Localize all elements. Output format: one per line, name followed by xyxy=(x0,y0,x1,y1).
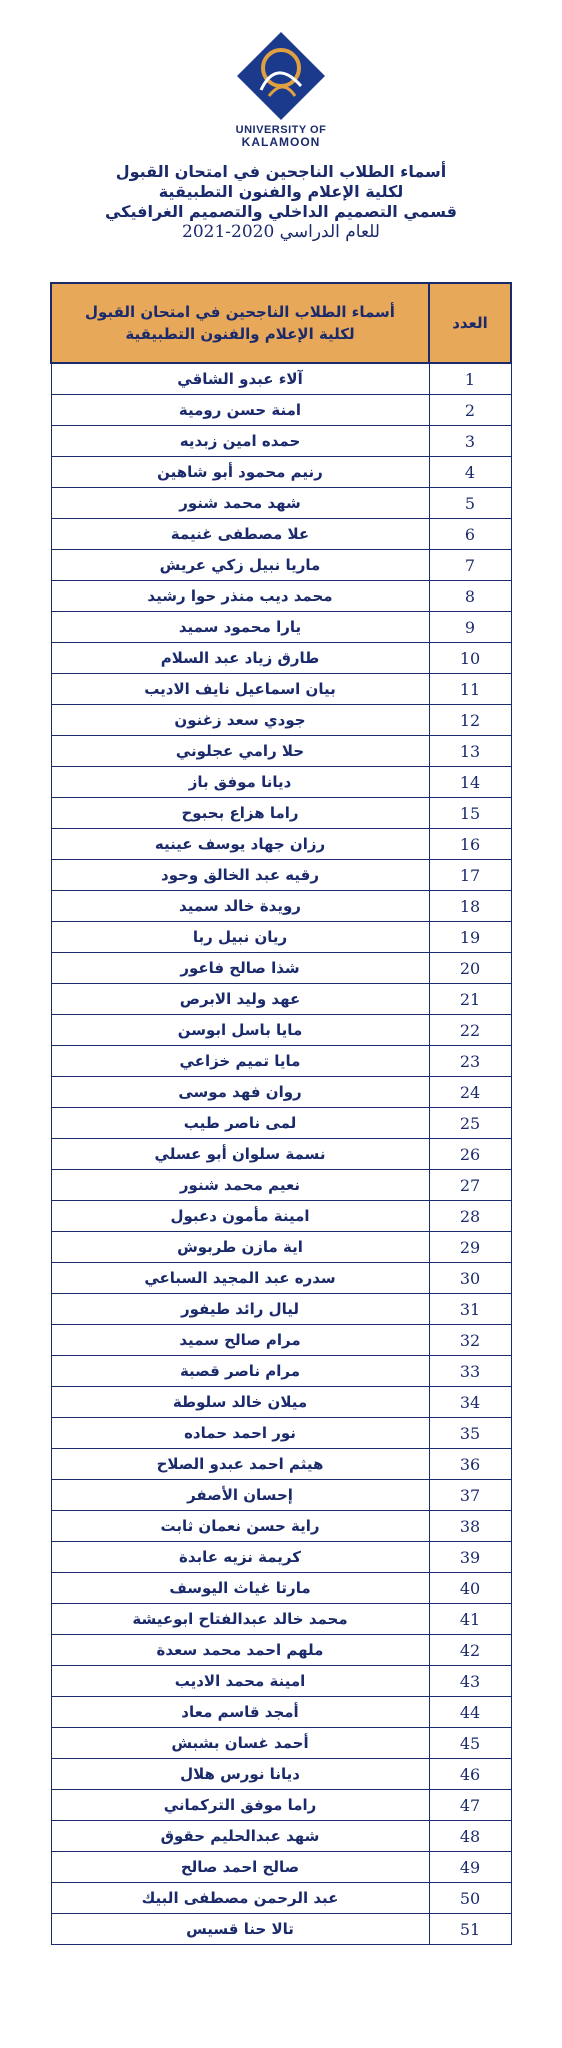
table-row xyxy=(51,674,511,705)
row-number: 21 xyxy=(429,984,511,1015)
student-name: امينة محمد الاديب xyxy=(51,1666,429,1697)
table-row xyxy=(51,1759,511,1790)
row-number: 18 xyxy=(429,891,511,922)
student-name: بيان اسماعيل نايف الاديب xyxy=(51,674,429,705)
table-row xyxy=(51,1604,511,1635)
row-number: 4 xyxy=(429,457,511,488)
table-row xyxy=(51,1263,511,1294)
row-number: 48 xyxy=(429,1821,511,1852)
column-header-name-line-2: لكلية الإعلام والفنون التطبيقية xyxy=(125,325,355,343)
student-name: سدره عبد المجيد السباعي xyxy=(51,1263,429,1294)
row-number: 37 xyxy=(429,1480,511,1511)
student-name: لمى ناصر طيب xyxy=(51,1108,429,1139)
row-number: 41 xyxy=(429,1604,511,1635)
table-row xyxy=(51,829,511,860)
row-number: 6 xyxy=(429,519,511,550)
column-header-name xyxy=(51,283,429,363)
table-row xyxy=(51,1232,511,1263)
student-name: رقيه عبد الخالق وحود xyxy=(51,860,429,891)
table-header-row xyxy=(51,283,511,363)
student-name: روان فهد موسى xyxy=(51,1077,429,1108)
table-row xyxy=(51,953,511,984)
student-name: عبد الرحمن مصطفى البيك xyxy=(51,1883,429,1914)
student-name: عهد وليد الابرص xyxy=(51,984,429,1015)
heading-line-4: للعام الدراسي 2020-2021 xyxy=(182,222,380,242)
student-name: كريمة نزيه عابدة xyxy=(51,1542,429,1573)
student-name: ميلان خالد سلوطة xyxy=(51,1387,429,1418)
table-row xyxy=(51,519,511,550)
table-row xyxy=(51,1108,511,1139)
student-name: ديانا نورس هلال xyxy=(51,1759,429,1790)
row-number: 7 xyxy=(429,550,511,581)
table-row xyxy=(51,457,511,488)
row-number: 49 xyxy=(429,1852,511,1883)
row-number: 5 xyxy=(429,488,511,519)
heading-line-1: أسماء الطلاب الناجحين في امتحان القبول xyxy=(115,162,447,181)
table-row xyxy=(51,488,511,519)
row-number: 29 xyxy=(429,1232,511,1263)
student-name: شهد محمد شنور xyxy=(51,488,429,519)
student-name: راما موفق التركماني xyxy=(51,1790,429,1821)
row-number: 8 xyxy=(429,581,511,612)
student-name: حلا رامي عجلوني xyxy=(51,736,429,767)
table-row xyxy=(51,767,511,798)
row-number: 1 xyxy=(429,363,511,395)
row-number: 27 xyxy=(429,1170,511,1201)
row-number: 17 xyxy=(429,860,511,891)
row-number: 24 xyxy=(429,1077,511,1108)
table-row xyxy=(51,426,511,457)
table-row xyxy=(51,550,511,581)
student-name: مايا تميم خزاعي xyxy=(51,1046,429,1077)
row-number: 40 xyxy=(429,1573,511,1604)
row-number: 45 xyxy=(429,1728,511,1759)
row-number: 11 xyxy=(429,674,511,705)
row-number: 16 xyxy=(429,829,511,860)
row-number: 15 xyxy=(429,798,511,829)
student-name: محمد ديب منذر حوا رشيد xyxy=(51,581,429,612)
student-name: راية حسن نعمان ثابت xyxy=(51,1511,429,1542)
row-number: 9 xyxy=(429,612,511,643)
student-name: ريان نبيل ربا xyxy=(51,922,429,953)
row-number: 35 xyxy=(429,1418,511,1449)
table-row xyxy=(51,1294,511,1325)
table-row xyxy=(51,1728,511,1759)
table-row xyxy=(51,1511,511,1542)
table-row xyxy=(51,1325,511,1356)
row-number: 36 xyxy=(429,1449,511,1480)
table-row xyxy=(51,891,511,922)
table-row xyxy=(51,1790,511,1821)
student-name: ماريا نبيل زكي عريش xyxy=(51,550,429,581)
row-number: 14 xyxy=(429,767,511,798)
table-row xyxy=(51,1418,511,1449)
row-number: 31 xyxy=(429,1294,511,1325)
student-name: راما هزاع بحبوح xyxy=(51,798,429,829)
row-number: 39 xyxy=(429,1542,511,1573)
student-name: مايا باسل ابوسن xyxy=(51,1015,429,1046)
table-row xyxy=(51,1635,511,1666)
student-name: أمجد قاسم معاد xyxy=(51,1697,429,1728)
row-number: 28 xyxy=(429,1201,511,1232)
row-number: 43 xyxy=(429,1666,511,1697)
table-row xyxy=(51,1139,511,1170)
heading-line-2: لكلية الإعلام والفنون التطبيقية xyxy=(158,182,404,201)
student-name: مرام صالح سميد xyxy=(51,1325,429,1356)
student-name: أحمد غسان بشبش xyxy=(51,1728,429,1759)
heading-line-3: قسمي التصميم الداخلي والتصميم الغرافيكي xyxy=(104,202,457,221)
row-number: 12 xyxy=(429,705,511,736)
table-row xyxy=(51,798,511,829)
table-row xyxy=(51,1573,511,1604)
row-number: 23 xyxy=(429,1046,511,1077)
student-name: امينة مأمون دعبول xyxy=(51,1201,429,1232)
row-number: 26 xyxy=(429,1139,511,1170)
logo-line-university: UNIVERSITY OF xyxy=(235,124,327,136)
row-number: 30 xyxy=(429,1263,511,1294)
table-row xyxy=(51,1883,511,1914)
row-number: 20 xyxy=(429,953,511,984)
row-number: 34 xyxy=(429,1387,511,1418)
student-name: شهد عبدالحليم حقوق xyxy=(51,1821,429,1852)
table-row xyxy=(51,1480,511,1511)
student-name: ليال رائد طيفور xyxy=(51,1294,429,1325)
student-name: تالا حنا قسيس xyxy=(51,1914,429,1945)
table-row xyxy=(51,1387,511,1418)
table-row xyxy=(51,860,511,891)
row-number: 47 xyxy=(429,1790,511,1821)
row-number: 13 xyxy=(429,736,511,767)
table-row xyxy=(51,1666,511,1697)
row-number: 25 xyxy=(429,1108,511,1139)
table-row xyxy=(51,363,511,395)
student-name: محمد خالد عبدالفتاح ابوعيشة xyxy=(51,1604,429,1635)
students-table xyxy=(50,282,512,1945)
student-name: مارتا غياث اليوسف xyxy=(51,1573,429,1604)
table-row xyxy=(51,1046,511,1077)
student-name: مرام ناصر قصبة xyxy=(51,1356,429,1387)
table-row xyxy=(51,1852,511,1883)
student-name: ديانا موفق باز xyxy=(51,767,429,798)
student-name: اية مازن طربوش xyxy=(51,1232,429,1263)
table-row xyxy=(51,1697,511,1728)
row-number: 38 xyxy=(429,1511,511,1542)
student-name: نسمة سلوان أبو عسلي xyxy=(51,1139,429,1170)
table-row xyxy=(51,395,511,426)
student-name: نور احمد حماده xyxy=(51,1418,429,1449)
row-number: 2 xyxy=(429,395,511,426)
page-heading xyxy=(40,162,522,242)
row-number: 22 xyxy=(429,1015,511,1046)
row-number: 10 xyxy=(429,643,511,674)
student-name: آلاء عبدو الشاقي xyxy=(51,363,429,395)
table-row xyxy=(51,612,511,643)
table-row xyxy=(51,1170,511,1201)
row-number: 42 xyxy=(429,1635,511,1666)
student-name: هيثم احمد عبدو الصلاح xyxy=(51,1449,429,1480)
table-row xyxy=(51,705,511,736)
table-row xyxy=(51,1356,511,1387)
row-number: 32 xyxy=(429,1325,511,1356)
student-name: طارق زياد عبد السلام xyxy=(51,643,429,674)
row-number: 33 xyxy=(429,1356,511,1387)
table-row xyxy=(51,1542,511,1573)
table-row xyxy=(51,1015,511,1046)
student-name: رويدة خالد سميد xyxy=(51,891,429,922)
student-name: جودي سعد زغنون xyxy=(51,705,429,736)
student-name: رزان جهاد يوسف عينيه xyxy=(51,829,429,860)
table-row xyxy=(51,1914,511,1945)
table-row xyxy=(51,1449,511,1480)
logo-line-kalamoon: KALAMOON xyxy=(241,135,321,149)
student-name: شذا صالح فاعور xyxy=(51,953,429,984)
student-name: حمده امين زبديه xyxy=(51,426,429,457)
row-number: 44 xyxy=(429,1697,511,1728)
table-row xyxy=(51,984,511,1015)
university-logo xyxy=(0,28,562,148)
student-name: رنيم محمود أبو شاهين xyxy=(51,457,429,488)
table-row xyxy=(51,1077,511,1108)
table-row xyxy=(51,581,511,612)
row-number: 19 xyxy=(429,922,511,953)
student-name: ملهم احمد محمد سعدة xyxy=(51,1635,429,1666)
table-row xyxy=(51,922,511,953)
table-row xyxy=(51,736,511,767)
kalamoon-emblem-icon xyxy=(231,28,331,124)
student-name: نعيم محمد شنور xyxy=(51,1170,429,1201)
student-name: امنة حسن رومية xyxy=(51,395,429,426)
student-name: علا مصطفى غنيمة xyxy=(51,519,429,550)
row-number: 51 xyxy=(429,1914,511,1945)
table-row xyxy=(51,1821,511,1852)
table-row xyxy=(51,1201,511,1232)
row-number: 46 xyxy=(429,1759,511,1790)
row-number: 3 xyxy=(429,426,511,457)
student-name: صالح احمد صالح xyxy=(51,1852,429,1883)
table-row xyxy=(51,643,511,674)
student-name: يارا محمود سميد xyxy=(51,612,429,643)
row-number: 50 xyxy=(429,1883,511,1914)
column-header-number: العدد xyxy=(429,283,511,363)
student-name: إحسان الأصفر xyxy=(51,1480,429,1511)
column-header-name-line-1: أسماء الطلاب الناجحين في امتحان القبول xyxy=(85,303,395,321)
